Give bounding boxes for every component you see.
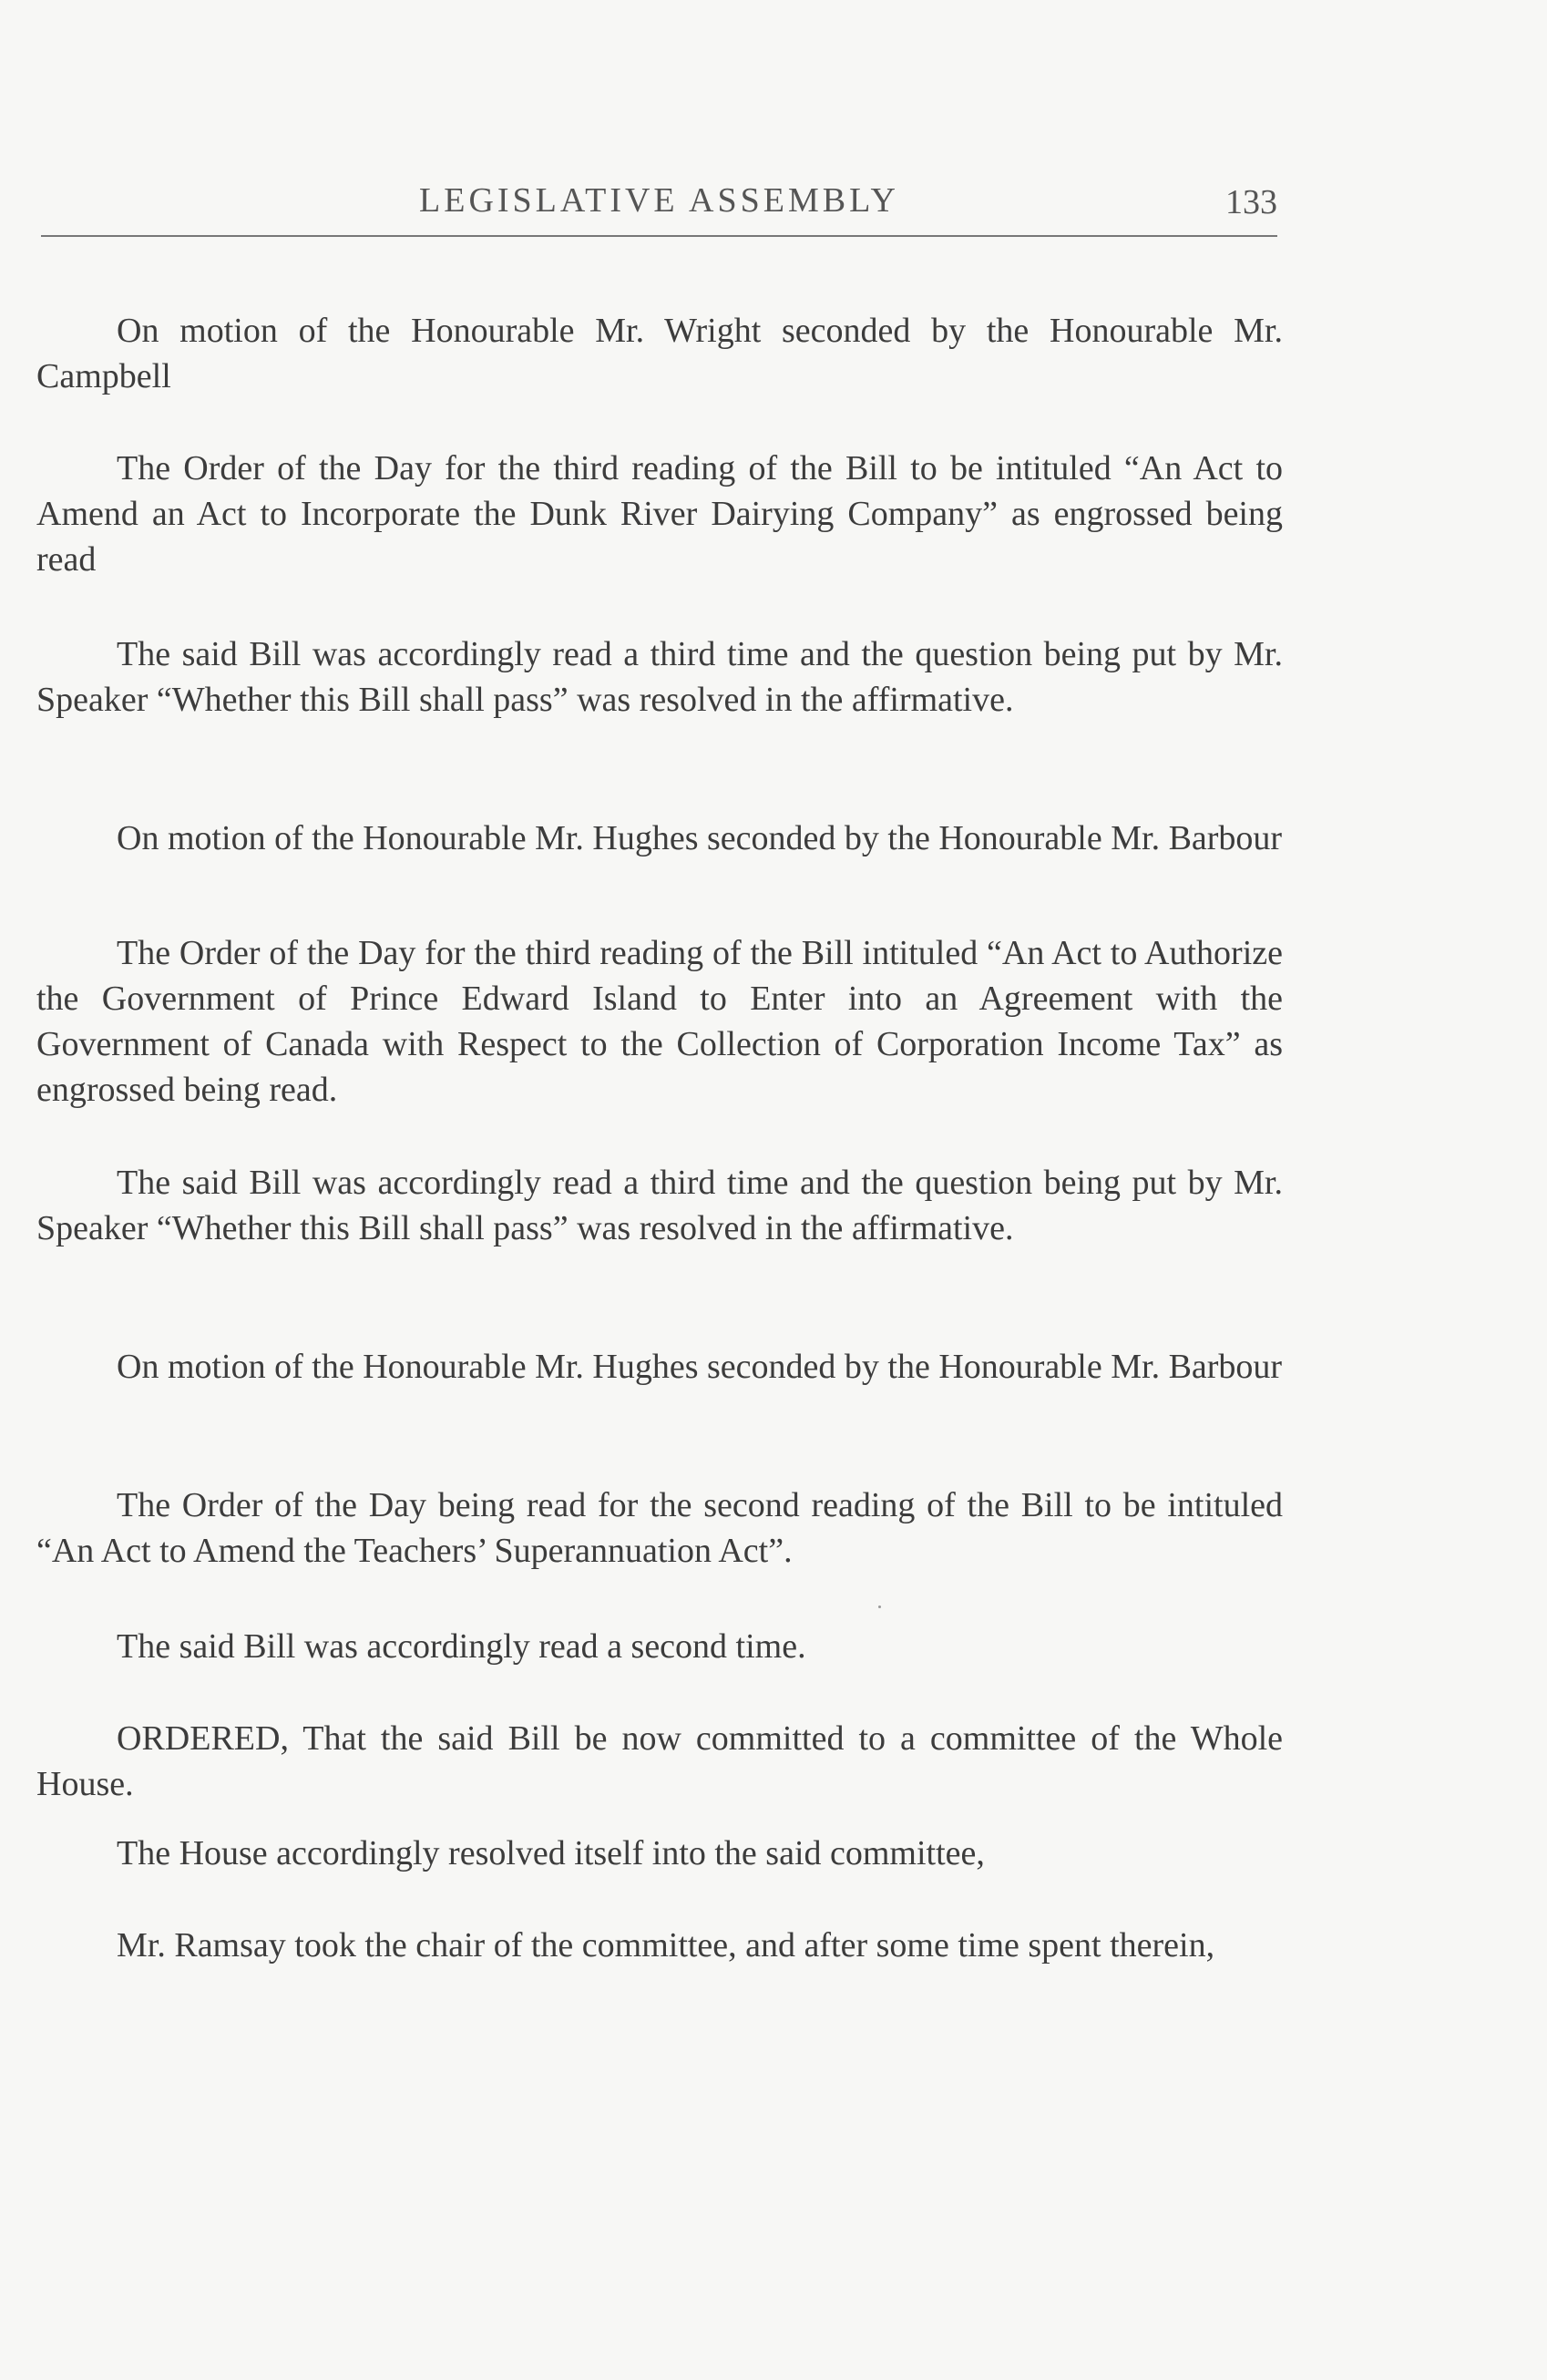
print-speck: [878, 1605, 881, 1608]
header-title: LEGISLATIVE ASSEMBLY: [419, 181, 899, 220]
paragraph-ordered: ORDERED, That the said Bill be now committed to a committee of the Whole House.: [36, 1719, 1283, 1803]
page-number: 133: [1225, 183, 1277, 221]
paragraph-second-reading: The said Bill was accordingly read a second time.: [117, 1627, 806, 1666]
running-header: [41, 180, 1277, 237]
paragraph-order-income-tax: The Order of the Day for the third reading of the Bill intituled “An Act to Authorize the Government of Prince Edward Island to Enter into an Agreement with the Government of Canada with Respect to the Collection of Corporation Income Tax” as engrossed being read.: [36, 934, 1283, 1109]
paragraph-third-reading-result-1: The said Bill was accordingly read a third time and the question being put by Mr. Speaker “Whether this Bill shall pass” was resolved in the affirmative.: [36, 635, 1283, 719]
paragraph-third-reading-result-2: The said Bill was accordingly read a third time and the question being put by Mr. Speaker “Whether this Bill shall pass” was resolved in the affirmative.: [36, 1164, 1283, 1247]
paragraph-order-superannuation: The Order of the Day being read for the second reading of the Bill to be intituled “An Act to Amend the Teachers’ Superannuation Act”.: [36, 1486, 1283, 1570]
paragraph-order-dunk-river: The Order of the Day for the third reading of the Bill to be intituled “An Act to Amend an Act to Incorporate the Dunk River Dairying Company” as engrossed being read: [36, 449, 1283, 579]
paragraph-committee-chair: Mr. Ramsay took the chair of the committee, and after some time spent therein,: [117, 1926, 1215, 1965]
paragraph-house-resolved: The House accordingly resolved itself into the said committee,: [117, 1834, 985, 1872]
paragraph-motion-hughes-2: On motion of the Honourable Mr. Hughes seconded by the Honourable Mr. Barbour: [117, 1348, 1283, 1386]
paragraph-motion-hughes-1: On motion of the Honourable Mr. Hughes seconded by the Honourable Mr. Barbour: [117, 819, 1283, 857]
paragraph-motion-wright: On motion of the Honourable Mr. Wright seconded by the Honourable Mr. Campbell: [36, 312, 1283, 395]
